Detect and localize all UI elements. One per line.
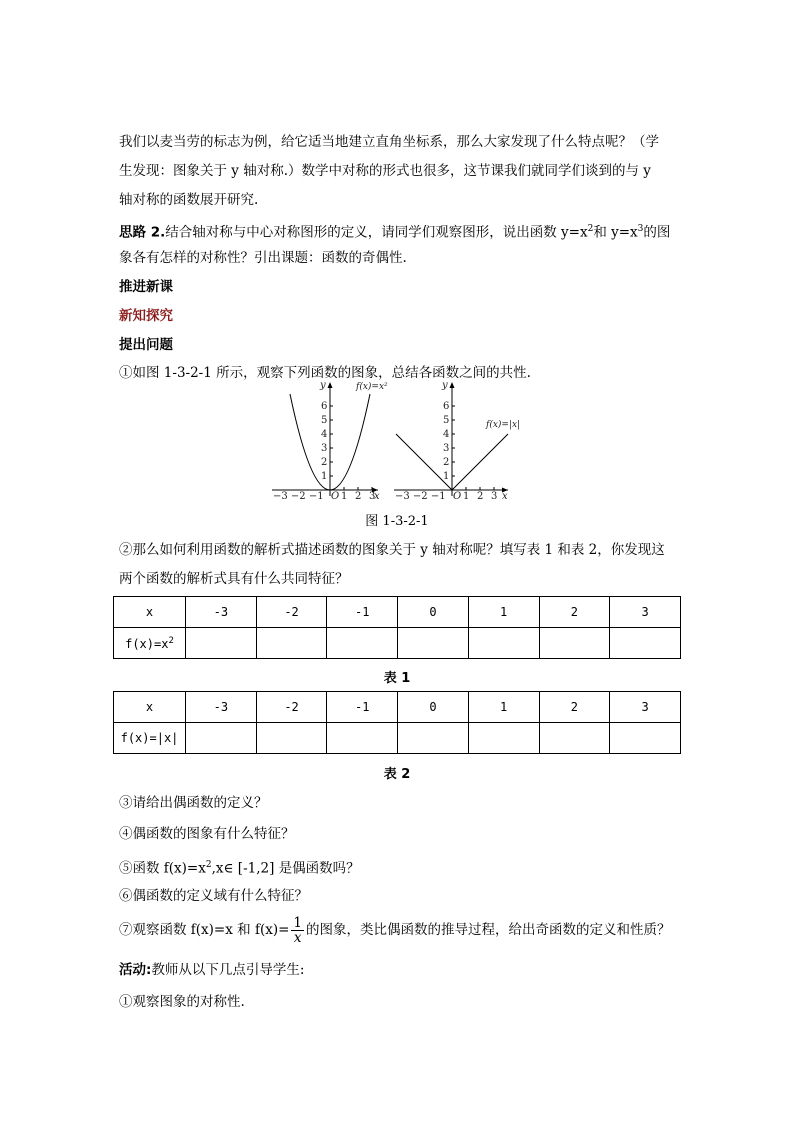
- superscript: 2: [168, 635, 174, 646]
- thinking-paragraph: [119, 220, 670, 242]
- y-tick-label: 5: [443, 415, 450, 426]
- table-cell: 0: [398, 692, 469, 723]
- text: f(x)=x: [125, 636, 169, 651]
- table-cell: 3: [610, 597, 681, 628]
- x-tick-label: 2: [355, 491, 362, 502]
- table-cell: x: [114, 597, 186, 628]
- section-heading-new-lesson: 推进新课: [119, 279, 173, 295]
- y-tick-label: 6: [443, 401, 450, 412]
- question-5: [119, 856, 360, 878]
- superscript: 2: [205, 860, 212, 870]
- table-cell: -3: [186, 597, 257, 628]
- y-axis-label: y: [442, 380, 448, 391]
- x-axis-label: x: [374, 491, 380, 502]
- fraction-numerator: 1: [293, 915, 302, 931]
- text: 结合轴对称与中心对称图形的定义，请同学们观察图形，说出函数 y=x: [165, 224, 588, 241]
- table-row: [114, 692, 681, 723]
- section-heading-new-knowledge: 新知探究: [119, 308, 173, 324]
- table-row: [114, 628, 681, 659]
- text: ,x∈ [-1,2] 是偶函数吗？: [211, 860, 360, 877]
- table-cell-empty[interactable]: [539, 628, 610, 659]
- paragraph-line: 轴对称的函数展开研究.: [119, 192, 259, 208]
- y-tick-label: 1: [443, 471, 450, 482]
- table-cell-empty[interactable]: [256, 628, 327, 659]
- table-cell-empty[interactable]: [398, 723, 469, 754]
- text: 的图象，类比偶函数的推导过程，给出奇函数的定义和性质？: [306, 922, 671, 938]
- y-axis-arrow: [450, 382, 455, 388]
- y-axis-label: y: [320, 380, 326, 391]
- paragraph-line: 我们以麦当劳的标志为例，给它适当地建立直角坐标系，那么大家发现了什么特点呢？（学: [119, 134, 659, 150]
- table-cell-empty[interactable]: [327, 723, 398, 754]
- table-cell-empty[interactable]: [468, 628, 539, 659]
- table-cell: -3: [186, 692, 257, 723]
- table-cell: -2: [256, 597, 327, 628]
- question-6: ⑥偶函数的定义域有什么特征？: [119, 888, 308, 904]
- activity-paragraph: [119, 961, 304, 979]
- x-tick-label: 3: [369, 491, 376, 502]
- activity-point-1: ①观察图象的对称性.: [119, 994, 245, 1010]
- question-4: ④偶函数的图象有什么特征？: [119, 826, 295, 842]
- table-cell: -1: [327, 597, 398, 628]
- graph-parabola: [268, 378, 388, 502]
- x-tick-label: 2: [477, 491, 484, 502]
- y-tick-label: 3: [443, 443, 450, 454]
- table-cell: 2: [539, 692, 610, 723]
- section-heading-questions: 提出问题: [119, 337, 173, 353]
- question-2: ②那么如何利用函数的解析式描述函数的图象关于 y 轴对称呢？填写表 1 和表 2，你发现这: [119, 542, 665, 558]
- table-cell-empty[interactable]: [186, 628, 257, 659]
- y-tick-label: 5: [321, 415, 328, 426]
- x-tick-label: 1: [341, 491, 348, 502]
- text: 和 y=x: [593, 224, 638, 241]
- table-row: [114, 597, 681, 628]
- table-cell-empty[interactable]: [256, 723, 327, 754]
- question-3: ③请给出偶函数的定义？: [119, 795, 268, 811]
- text: ⑦观察函数 f(x)=x 和 f(x)=: [119, 922, 290, 938]
- y-tick-label: 1: [321, 471, 328, 482]
- table-cell: 2: [539, 597, 610, 628]
- table-cell-empty[interactable]: [327, 628, 398, 659]
- activity-label: 活动:: [119, 962, 152, 978]
- table-cell-empty[interactable]: [186, 723, 257, 754]
- table-cell: x: [114, 692, 186, 723]
- question-7: [119, 914, 671, 946]
- table-1-caption: 表 1: [383, 671, 411, 686]
- table-cell-empty[interactable]: [610, 628, 681, 659]
- paragraph-line: 生发现：图象关于 y 轴对称.）数学中对称的形式也很多，这节课我们就同学们谈到的与 y: [119, 163, 651, 179]
- y-tick-label: 2: [443, 457, 450, 468]
- graph-function-label: f(x)=|x|: [486, 420, 521, 430]
- table-cell-empty[interactable]: [398, 628, 469, 659]
- table-row: [114, 723, 681, 754]
- table-2: [113, 691, 681, 754]
- fraction-one-over-x: [291, 916, 304, 945]
- table-row-label: [114, 628, 186, 659]
- superscript: 2: [587, 224, 594, 234]
- y-tick-label: 6: [321, 401, 328, 412]
- text: ⑤函数 f(x)=x: [119, 860, 206, 877]
- table-cell-empty[interactable]: [539, 723, 610, 754]
- fraction-denominator: x: [293, 930, 302, 946]
- paragraph-line: 象各有怎样的对称性？引出课题：函数的奇偶性.: [119, 250, 407, 266]
- text: 的图: [643, 224, 671, 241]
- table-cell: 0: [398, 597, 469, 628]
- x-tick-labels-negative: −3 −2 −1: [395, 491, 446, 502]
- superscript: 3: [637, 224, 644, 234]
- y-tick-label: 3: [321, 443, 328, 454]
- x-tick-label: 3: [491, 491, 498, 502]
- x-tick-label: 1: [463, 491, 470, 502]
- thinking-label: 思路 2.: [119, 224, 166, 241]
- x-tick-labels-negative: −3 −2 −1: [273, 491, 324, 502]
- text: 教师从以下几点引导学生:: [151, 962, 305, 978]
- y-axis-arrow: [328, 382, 333, 388]
- table-cell: 3: [610, 692, 681, 723]
- table-cell-empty[interactable]: [468, 723, 539, 754]
- table-cell: 1: [468, 597, 539, 628]
- table-cell-empty[interactable]: [610, 723, 681, 754]
- origin-label: O: [331, 491, 340, 502]
- table-cell: -2: [256, 692, 327, 723]
- figure-caption: 图 1-3-2-1: [365, 514, 429, 529]
- graph-function-label: f(x)=x²: [356, 382, 388, 392]
- table-cell: 1: [468, 692, 539, 723]
- y-tick-label: 4: [443, 429, 450, 440]
- table-2-caption: 表 2: [383, 767, 411, 782]
- question-1: ①如图 1-3-2-1 所示，观察下列函数的图象，总结各函数之间的共性.: [119, 365, 531, 381]
- table-cell: -1: [327, 692, 398, 723]
- y-tick-label: 4: [321, 429, 328, 440]
- table-row-label: f(x)=|x|: [114, 723, 186, 754]
- graph-absolute-value: [390, 378, 522, 500]
- table-1: [113, 596, 681, 659]
- x-axis-label: x: [502, 491, 508, 502]
- origin-label: O: [453, 491, 462, 502]
- question-2-continued: 两个函数的解析式具有什么共同特征？: [119, 571, 349, 587]
- y-tick-label: 2: [321, 457, 328, 468]
